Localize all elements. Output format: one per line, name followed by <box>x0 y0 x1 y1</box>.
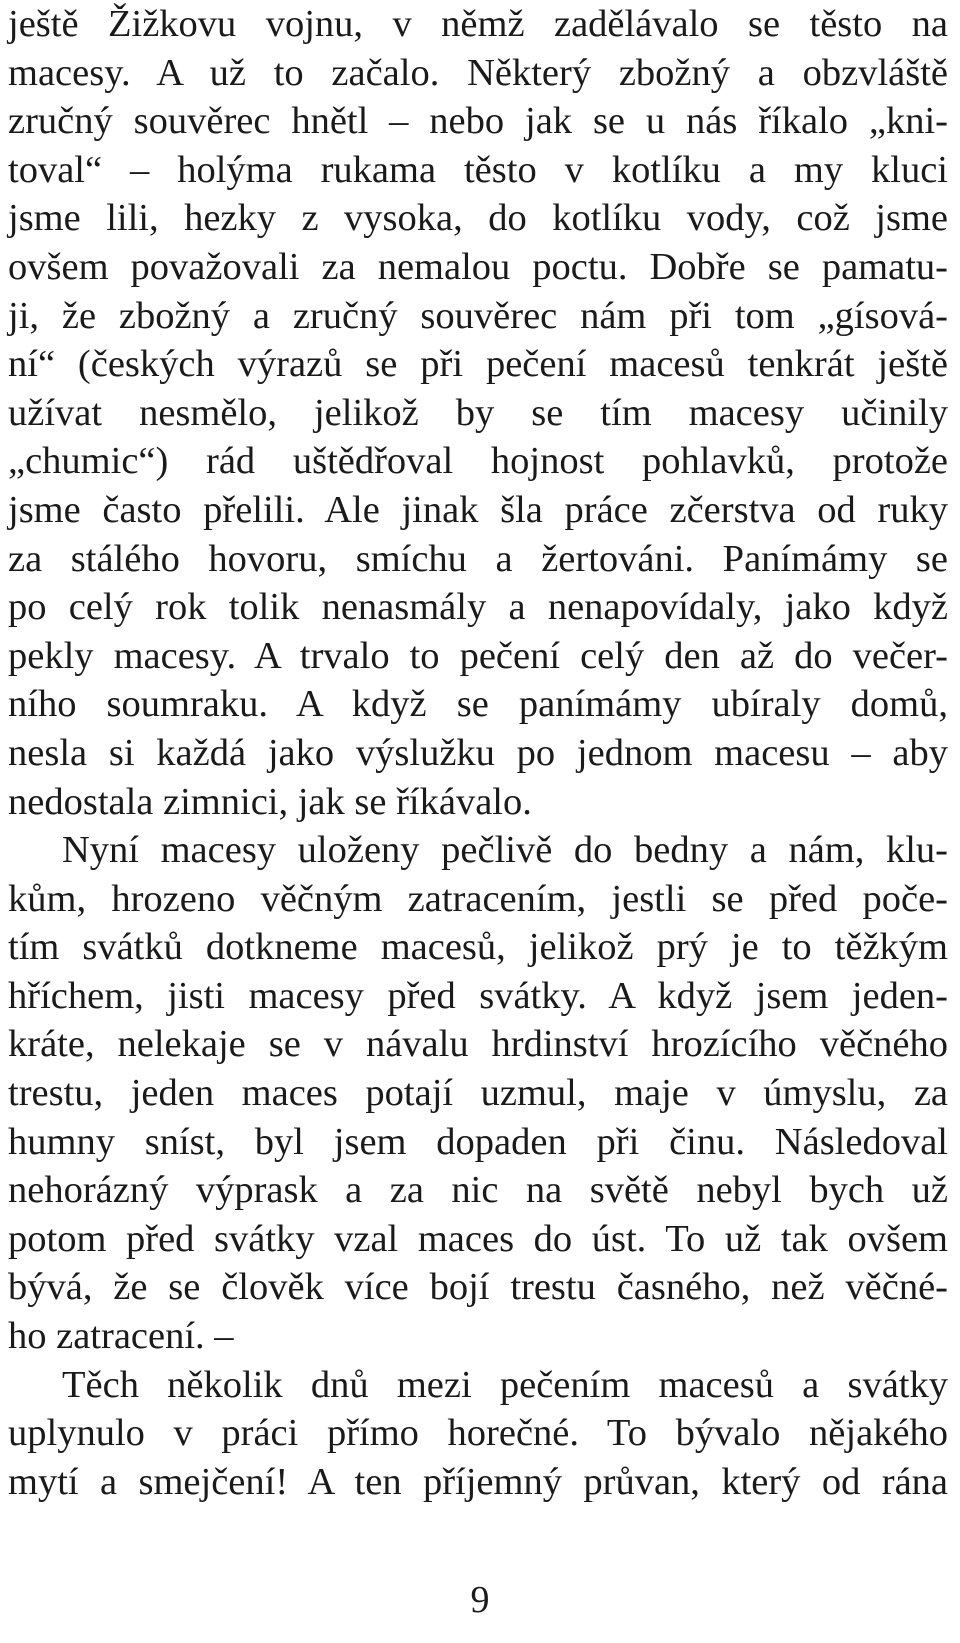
text-line: ho zatracení. – <box>8 1315 234 1358</box>
text-line: tím svátků dotkneme macesů, jelikož prý je to těžkým <box>8 926 948 969</box>
text-line: „chumic“) rád uštědřoval hojnost pohlavků, protože <box>8 440 948 483</box>
text-line: ji, že zbožný a zručný souvěrec nám při tom „gísová- <box>8 294 948 337</box>
text-line: mytí a smejčení! A ten příjemný průvan, který od rána <box>8 1460 948 1503</box>
page-number: 9 <box>470 1579 490 1621</box>
text-line: toval“ – holýma rukama těsto v kotlíku a my kluci <box>8 148 948 191</box>
text-line: jsme často přelili. Ale jinak šla práce zčerstva od ruky <box>8 488 948 531</box>
text-line: nedostala zimnici, jak se říkávalo. <box>8 780 532 823</box>
text-block <box>8 0 948 1506</box>
text-line: humny sníst, byl jsem dopaden při činu. Následoval <box>8 1120 948 1163</box>
text-line: jsme lili, hezky z vysoka, do kotlíku vody, což jsme <box>8 197 948 240</box>
text-line: Těch několik dnů mezi pečením macesů a svátky <box>62 1363 948 1406</box>
text-line: za stálého hovoru, smíchu a žertováni. Panímámy se <box>8 537 948 580</box>
text-line: po celý rok tolik nenasmály a nenapovídaly, jako když <box>8 586 948 629</box>
text-line: ní“ (českých výrazů se při pečení macesů tenkrát ještě <box>8 343 948 386</box>
text-line: užívat nesmělo, jelikož by se tím macesy učinily <box>8 391 948 434</box>
text-line: hříchem, jisti macesy před svátky. A když jsem jeden- <box>8 974 948 1017</box>
text-line: kráte, nelekaje se v návalu hrdinství hrozícího věčného <box>8 1023 948 1066</box>
text-line: ního soumraku. A když se panímámy ubíraly domů, <box>8 683 948 726</box>
text-line: ještě Žižkovu vojnu, v němž zadělávalo se těsto na <box>8 3 948 45</box>
text-line: uplynulo v práci přímo horečné. To bývalo nějakého <box>8 1412 948 1455</box>
text-line: nehorázný výprask a za nic na světě nebyl bych už <box>8 1169 948 1212</box>
text-line: kům, hrozeno věčným zatracením, jestli se před poče- <box>8 877 948 920</box>
text-line: zručný souvěrec hnětl – nebo jak se u nás říkalo „kni- <box>8 100 948 143</box>
text-line: ovšem považovali za nemalou poctu. Dobře se pamatu- <box>8 245 948 288</box>
text-line: pekly macesy. A trvalo to pečení celý den až do večer- <box>8 634 948 677</box>
text-line: bývá, že se člověk více bojí trestu časného, než věčné- <box>8 1266 948 1309</box>
text-line: potom před svátky vzal maces do úst. To už tak ovšem <box>8 1217 948 1260</box>
text-line: nesla si každá jako výslužku po jednom macesu – aby <box>8 731 948 774</box>
text-line: trestu, jeden maces potají uzmul, maje v úmyslu, za <box>8 1072 948 1115</box>
text-line: macesy. A už to začalo. Některý zbožný a obzvláště <box>8 51 948 94</box>
text-line: Nyní macesy uloženy pečlivě do bedny a nám, klu- <box>62 829 948 872</box>
